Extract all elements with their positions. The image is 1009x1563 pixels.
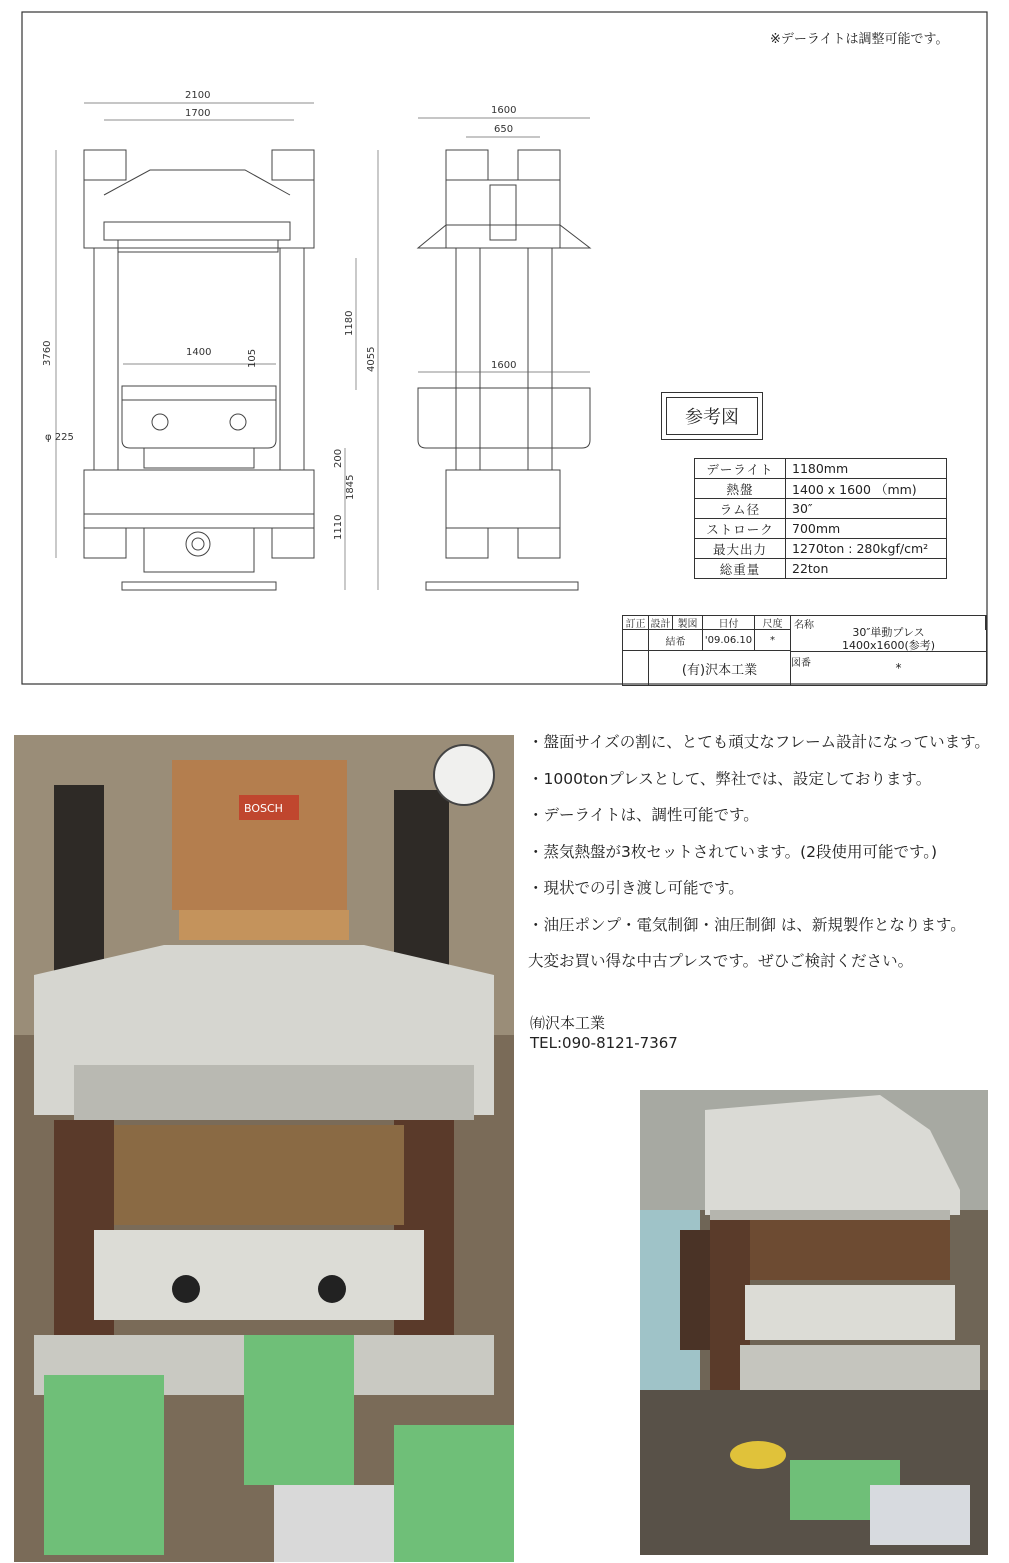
tb-design: 設計 [649,616,673,630]
feature-item: ・デーライトは、調性可能です。 [528,806,759,824]
tb-scale: * [755,630,791,651]
spec-value: 1400 x 1600 （mm) [786,479,947,499]
spec-label: ラム径 [695,499,786,519]
press-photo-main [14,735,514,1562]
dim-105: 105 [247,348,258,368]
tb-company: (有)沢本工業 [649,651,791,685]
reference-label: 参考図 [666,397,758,435]
spec-row [695,499,947,519]
daylight-note: ※デーライトは調整可能です。 [770,32,949,47]
dim-side-650: 650 [494,124,514,135]
tb-drawing-no-label: 図番 [791,657,811,669]
tb-name-line2: 1400x1600(参考) [791,639,986,652]
spec-row [695,479,947,499]
spec-row [695,539,947,559]
press-photo-main-drawing [14,735,514,1562]
feature-item: ・1000tonプレスとして、弊社では、設定しております。 [528,769,932,788]
tb-name-label: 名称 [791,616,986,630]
press-photo-secondary [640,1090,988,1555]
technical-drawing [0,0,1009,700]
dim-3760: 3760 [42,340,53,366]
feature-item: 大変お買い得な中古プレスです。ぜひご検討ください。 [528,952,914,970]
dim-rod: φ 225 [45,432,74,443]
spec-label: 最大出力 [695,539,786,559]
feature-item: ・盤面サイズの割に、とても頑丈なフレーム設計になっています。 [528,733,990,751]
spec-row [695,459,947,479]
dim-1400: 1400 [186,347,212,358]
dim-1180: 1180 [344,310,355,336]
dim-1110: 1110 [333,514,344,540]
spec-label: デーライト [695,459,786,479]
spec-value: 22ton [786,559,947,579]
spec-value: 700mm [786,519,947,539]
tb-date: '09.06.10 [703,630,755,651]
spec-label: 総重量 [695,559,786,579]
feature-list [528,735,1008,991]
spec-value: 30″ [786,499,947,519]
tb-revision: 訂正 [623,616,649,630]
contact-block [530,1014,678,1053]
dim-side-1600: 1600 [491,105,517,116]
tb-date-label: 日付 [703,616,755,630]
spec-row [695,559,947,579]
spec-value: 1270ton : 280kgf/cm² [786,539,947,559]
dim-200: 200 [333,448,344,468]
press-photo-secondary-drawing [640,1090,988,1555]
title-block [622,615,987,686]
spec-label: 熱盤 [695,479,786,499]
feature-item: ・蒸気熱盤が3枚セットされています。(2段使用可能です。) [528,842,938,861]
dim-4055: 4055 [366,346,377,372]
tb-drawing-no: * [895,661,902,675]
phone-number: TEL:090-8121-7367 [530,1033,678,1052]
dim-side-platen: 1600 [491,360,517,371]
company-name: ㈲沢本工業 [530,1014,606,1032]
tb-rev-cell-2 [623,651,649,685]
dim-2100: 2100 [185,90,211,101]
spec-table [694,458,947,579]
tb-rev-cell [623,630,649,651]
tb-drafting: 製図 [673,616,703,630]
dim-1700: 1700 [185,108,211,119]
feature-item: ・油圧ポンプ・電気制御・油圧制御 は、新規製作となります。 [528,915,966,934]
dimension-labels [0,0,1009,700]
dim-1845: 1845 [345,474,356,500]
bosch-label: BOSCH [244,802,283,815]
feature-item: ・現状での引き渡し可能です。 [528,879,744,897]
spec-row [695,519,947,539]
spec-value: 1180mm [786,459,947,479]
tb-designer: 結希 [649,630,703,651]
spec-label: ストローク [695,519,786,539]
tb-scale-label: 尺度 [755,616,791,630]
tb-name-line1: 30″単動プレス [852,625,925,639]
reference-stamp [661,392,763,440]
